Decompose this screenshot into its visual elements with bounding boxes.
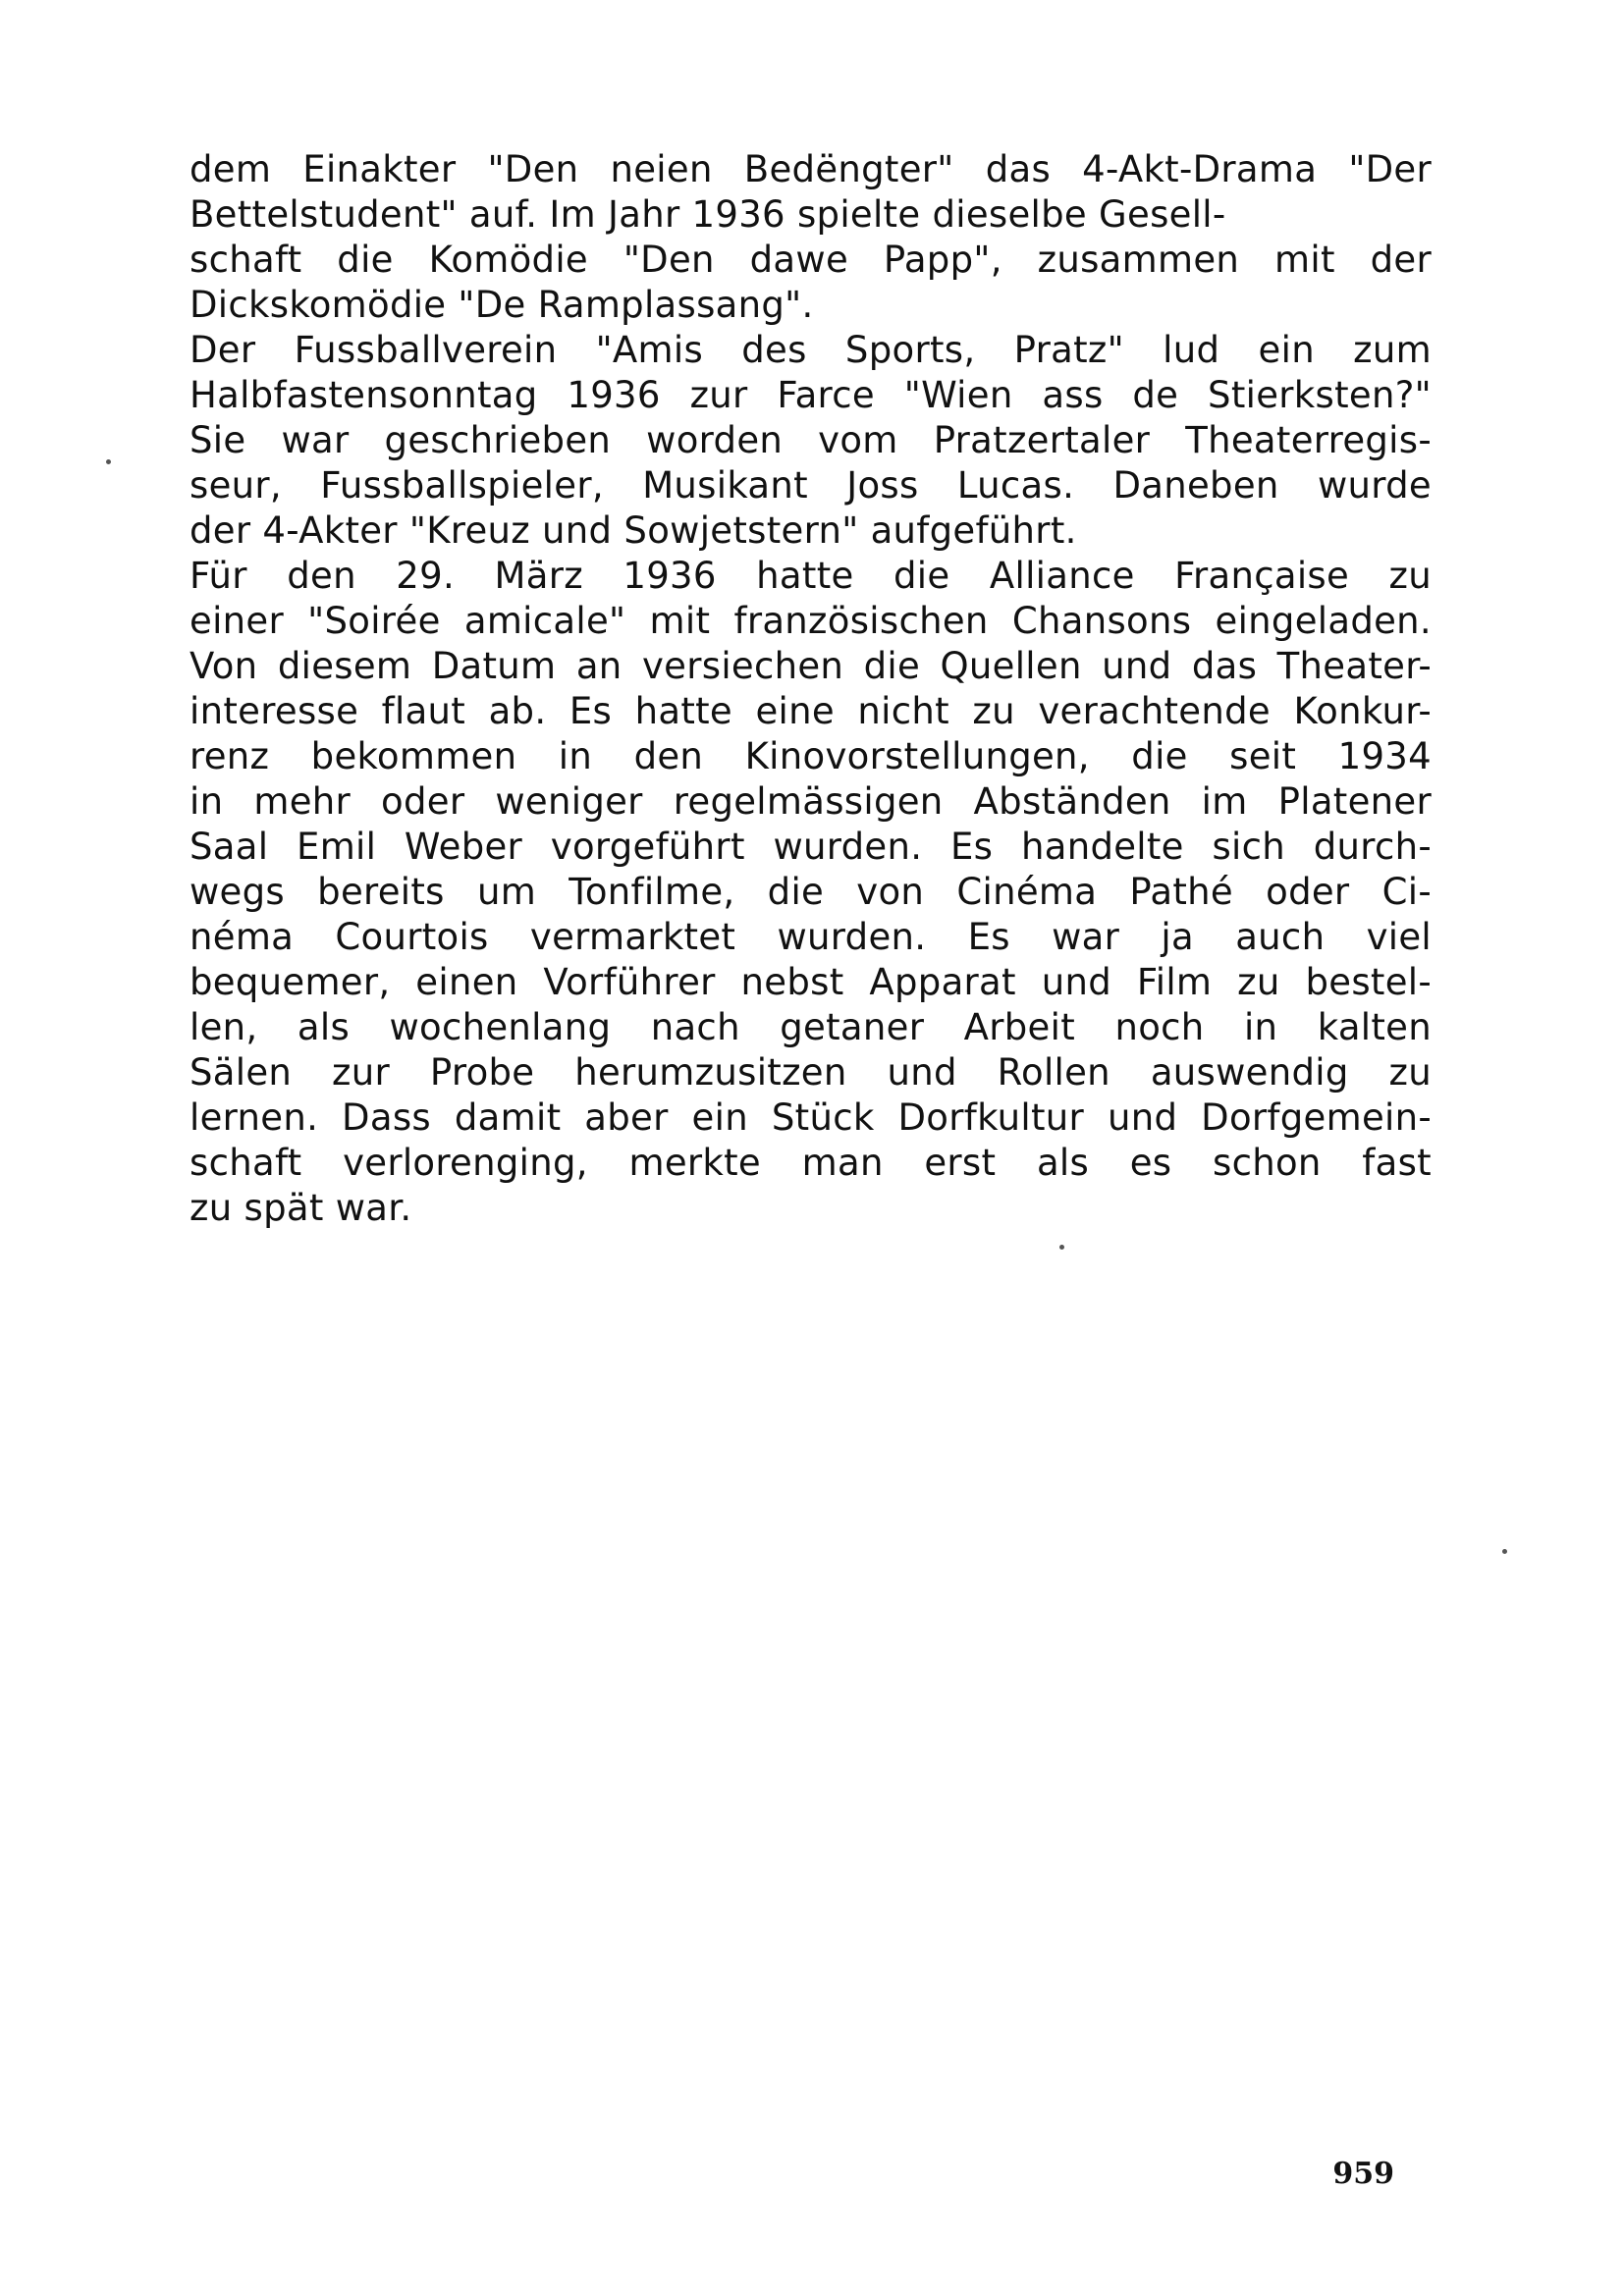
text-line: Von diesem Datum an versiechen die Quellen und das Theater- <box>189 645 1432 687</box>
text-line: Sälen zur Probe herumzusitzen und Rollen auswendig zu <box>189 1051 1432 1094</box>
text-line: zu spät war. <box>189 1187 412 1229</box>
scan-speck <box>1059 1245 1064 1250</box>
text-line: seur, Fussballspieler, Musikant Joss Lucas. Daneben wurde <box>189 464 1432 507</box>
body-text <box>189 147 1432 1231</box>
text-line: Sie war geschrieben worden vom Pratzertaler Theaterregis- <box>189 419 1432 461</box>
text-line: len, als wochenlang nach getaner Arbeit noch in kalten <box>189 1006 1432 1048</box>
text-line: schaft verlorenging, merkte man erst als es schon fast <box>189 1142 1432 1184</box>
text-line: einer "Soirée amicale" mit französischen Chansons eingeladen. <box>189 600 1432 642</box>
text-line: lernen. Dass damit aber ein Stück Dorfkultur und Dorfgemein- <box>189 1096 1432 1139</box>
text-line: renz bekommen in den Kinovorstellungen, die seit 1934 <box>189 735 1432 777</box>
text-line: in mehr oder weniger regelmässigen Abständen im Platener <box>189 780 1432 823</box>
text-line: dem Einakter "Den neien Bedëngter" das 4-Akt-Drama "Der <box>189 148 1432 190</box>
text-line: néma Courtois vermarktet wurden. Es war ja auch viel <box>189 916 1432 958</box>
text-line: wegs bereits um Tonfilme, die von Cinéma Pathé oder Ci- <box>189 871 1432 913</box>
text-line: Der Fussballverein "Amis des Sports, Pratz" lud ein zum <box>189 329 1432 371</box>
scan-speck <box>106 459 111 464</box>
text-line: Für den 29. März 1936 hatte die Alliance Française zu <box>189 555 1432 597</box>
text-line: Bettelstudent" auf. Im Jahr 1936 spielte dieselbe Gesell- <box>189 193 1226 236</box>
text-line: Dickskomödie "De Ramplassang". <box>189 284 814 326</box>
text-line: Saal Emil Weber vorgeführt wurden. Es handelte sich durch- <box>189 826 1432 868</box>
page-number: 959 <box>1332 2157 1394 2191</box>
text-line: der 4-Akter "Kreuz und Sowjetstern" aufgeführt. <box>189 509 1077 552</box>
text-line: bequemer, einen Vorführer nebst Apparat und Film zu bestel- <box>189 961 1432 1003</box>
scan-speck <box>1502 1549 1507 1554</box>
text-line: Halbfastensonntag 1936 zur Farce "Wien ass de Stierksten?" <box>189 374 1432 416</box>
text-line: schaft die Komödie "Den dawe Papp", zusammen mit der <box>189 239 1432 281</box>
text-line: interesse flaut ab. Es hatte eine nicht zu verachtende Konkur- <box>189 690 1432 732</box>
